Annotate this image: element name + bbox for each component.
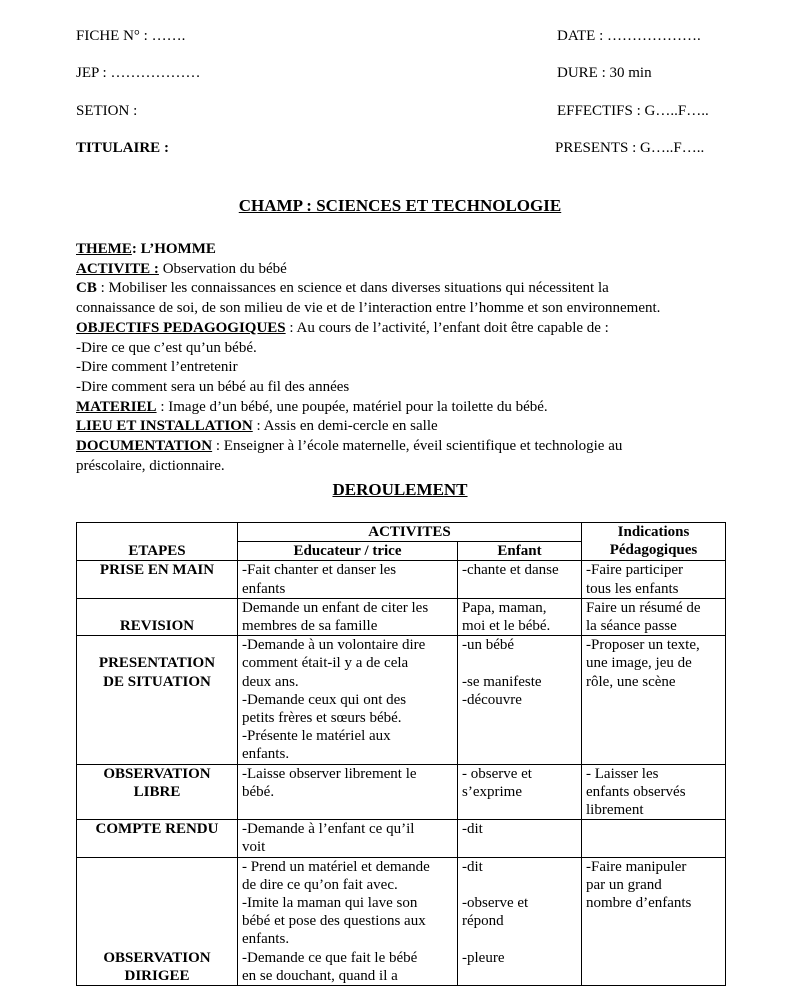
educateur-cell-line: bébé. xyxy=(242,783,275,800)
indications-cell xyxy=(582,764,726,820)
enfant-cell-line: -découvre xyxy=(462,691,522,708)
objectif-item: -Dire comment sera un bébé au fil des années xyxy=(76,378,350,395)
materiel-line xyxy=(76,398,726,418)
educateur-cell xyxy=(238,561,458,598)
lieu-value: : Assis en demi-cercle en salle xyxy=(252,418,438,435)
educateur-cell-line: -Laisse observer librement le xyxy=(242,765,417,782)
cb-text-1: : Mobiliser les connaissances en science et dans diverses situations qui nécessitent la xyxy=(96,280,609,297)
indications-cell xyxy=(582,636,726,764)
cb-line-2: connaissance de soi, de son milieu de vie et de l’interaction entre l’homme et son environnement. xyxy=(76,300,661,317)
cell-spacer xyxy=(81,876,233,894)
etape-cell-line: LIBRE xyxy=(133,783,181,800)
indications-cell xyxy=(582,561,726,598)
theme-value: : L’HOMME xyxy=(131,241,216,257)
educateur-cell xyxy=(238,857,458,985)
etapes-header: ETAPES xyxy=(77,523,238,561)
table-header-row xyxy=(77,523,726,542)
activites-header: ACTIVITES xyxy=(238,523,582,542)
enfant-cell-line xyxy=(462,654,577,672)
indications-cell xyxy=(582,820,726,857)
documentation-line-1 xyxy=(76,437,726,457)
educateur-cell xyxy=(238,764,458,820)
enfant-cell-line: s’exprime xyxy=(462,783,522,800)
cell-spacer xyxy=(81,599,233,617)
cb-line-1 xyxy=(76,279,726,299)
indications-cell-line: -Faire participer xyxy=(586,562,684,579)
educateur-cell-line: Demande un enfant de citer les xyxy=(242,599,429,616)
etape-cell-line: DE SITUATION xyxy=(103,673,211,690)
champ-title: CHAMP : SCIENCES ET TECHNOLOGIE xyxy=(238,196,562,215)
indications-cell-line: Faire un résumé de xyxy=(586,599,701,616)
etape-cell xyxy=(77,636,238,764)
documentation-label: DOCUMENTATION xyxy=(76,438,213,455)
activite-value: Observation du bébé xyxy=(158,260,287,277)
educateur-cell-line: enfants. xyxy=(242,931,290,948)
date-label: DATE : ………………. xyxy=(557,28,701,44)
enfant-header: Enfant xyxy=(458,542,582,561)
table-row xyxy=(77,857,726,985)
indications-header xyxy=(582,523,726,561)
duree-label: DURE : 30 min xyxy=(557,65,652,81)
indications-cell-line: - Laisser les xyxy=(586,765,659,782)
cell-spacer xyxy=(81,636,233,654)
indications-cell-line: tous les enfants xyxy=(586,580,679,597)
etape-cell-line: PRESENTATION xyxy=(98,655,216,672)
educateur-cell-line: deux ans. xyxy=(242,673,299,690)
activite-label: ACTIVITE : xyxy=(76,260,159,277)
indications-cell-line: une image, jeu de xyxy=(586,655,692,672)
educateur-cell-line: enfants xyxy=(242,580,286,597)
objectif-item: -Dire ce que c’est qu’un bébé. xyxy=(76,339,257,356)
educateur-cell xyxy=(238,636,458,764)
enfant-cell-line: -dit xyxy=(462,858,483,875)
enfant-cell-line: -observe et xyxy=(462,895,529,912)
lesson-plan-table xyxy=(76,522,726,986)
educateur-cell-line: -Imite la maman qui lave son xyxy=(242,895,418,912)
enfant-cell xyxy=(458,598,582,635)
lieu-line xyxy=(76,417,726,437)
enfant-cell-line: Papa, maman, xyxy=(462,599,547,616)
indications-cell xyxy=(582,857,726,985)
etape-cell-line: REVISION xyxy=(119,618,195,634)
enfant-cell xyxy=(458,636,582,764)
enfant-cell-line xyxy=(462,876,577,894)
titulaire-label: TITULAIRE : xyxy=(76,140,169,156)
table-row xyxy=(77,636,726,764)
cell-spacer xyxy=(81,912,233,930)
cell-spacer xyxy=(81,894,233,912)
enfant-cell-line: répond xyxy=(462,913,504,930)
objectifs-label: OBJECTIFS PEDAGOGIQUES xyxy=(76,319,286,336)
etape-cell xyxy=(77,857,238,985)
materiel-label: MATERIEL xyxy=(76,398,157,415)
table-row xyxy=(77,764,726,820)
educateur-cell-line: - Prend un matériel et demande xyxy=(242,858,430,875)
table-row xyxy=(77,598,726,635)
effectifs-label: EFFECTIFS : G…..F….. xyxy=(557,103,709,119)
deroulement-title: DEROULEMENT xyxy=(332,480,468,499)
enfant-cell xyxy=(458,820,582,857)
section-label: SETION : xyxy=(76,103,138,119)
indications-cell xyxy=(582,598,726,635)
indications-header-line: Indications xyxy=(617,524,690,540)
activite-line xyxy=(76,260,726,280)
theme-label: THEME xyxy=(76,241,132,257)
cell-spacer xyxy=(81,930,233,948)
etape-cell-line: OBSERVATION xyxy=(103,949,211,966)
cell-spacer xyxy=(81,858,233,876)
enfant-cell-line: -pleure xyxy=(462,949,505,966)
enfant-cell-line: -se manifeste xyxy=(462,673,542,690)
educateur-cell-line: comment était-il y a de cela xyxy=(242,655,409,672)
educateur-cell-line: -Demande à un volontaire dire xyxy=(242,637,426,654)
table-row xyxy=(77,561,726,598)
etape-cell xyxy=(77,561,238,598)
theme-line xyxy=(76,240,726,260)
fiche-label: FICHE N° : ……. xyxy=(76,28,186,44)
lieu-label: LIEU ET INSTALLATION xyxy=(76,418,253,435)
indications-cell-line: librement xyxy=(586,802,644,819)
objectif-item: -Dire comment l’entretenir xyxy=(76,359,238,376)
educateur-cell-line: petits frères et sœurs bébé. xyxy=(242,710,402,727)
enfant-cell xyxy=(458,561,582,598)
documentation-text-1: : Enseigner à l’école maternelle, éveil scientifique et technologie au xyxy=(212,438,623,455)
enfant-cell xyxy=(458,764,582,820)
educateur-cell-line: bébé et pose des questions aux xyxy=(242,913,426,930)
enfant-cell xyxy=(458,857,582,985)
etape-cell-line: COMPTE RENDU xyxy=(95,821,219,838)
enfant-cell-line: -chante et danse xyxy=(462,562,559,579)
indications-cell-line: la séance passe xyxy=(586,618,677,635)
indications-header-line: Pédagogiques xyxy=(609,542,698,559)
educateur-cell-line: -Demande à l’enfant ce qu’il xyxy=(242,821,415,838)
etape-cell-line: OBSERVATION xyxy=(103,765,211,782)
educateur-cell-line: en se douchant, quand il a xyxy=(242,967,398,984)
educateur-cell-line: -Demande ce que fait le bébé xyxy=(242,949,418,966)
lesson-details xyxy=(76,240,726,476)
materiel-value: : Image d’un bébé, une poupée, matériel pour la toilette du bébé. xyxy=(156,398,548,415)
educateur-cell-line: -Présente le matériel aux xyxy=(242,728,391,745)
enfant-cell-line: -dit xyxy=(462,821,483,838)
educateur-cell xyxy=(238,820,458,857)
educateur-header: Educateur / trice xyxy=(238,542,458,561)
presents-label: PRESENTS : G…..F….. xyxy=(555,140,705,156)
educateur-cell-line: enfants. xyxy=(242,746,290,763)
etape-cell-line: DIRIGEE xyxy=(124,967,190,984)
educateur-cell-line: de dire ce qu’on fait avec. xyxy=(242,876,398,893)
enfant-cell-line: -un bébé xyxy=(462,637,515,654)
enfant-cell-line: moi et le bébé. xyxy=(462,618,551,635)
indications-cell-line: nombre d’enfants xyxy=(586,895,692,912)
etape-cell xyxy=(77,820,238,857)
educateur-cell-line: voit xyxy=(242,839,266,856)
enfant-cell-line xyxy=(462,930,577,948)
indications-cell-line: par un grand xyxy=(586,876,662,893)
jep-label: JEP : ……………… xyxy=(76,65,201,81)
objectifs-intro: : Au cours de l’activité, l’enfant doit être capable de : xyxy=(285,319,609,336)
educateur-cell xyxy=(238,598,458,635)
educateur-cell-line: -Fait chanter et danser les xyxy=(242,562,397,579)
indications-cell-line: rôle, une scène xyxy=(586,673,676,690)
table-row xyxy=(77,820,726,857)
cb-label: CB xyxy=(76,280,97,297)
indications-cell-line: enfants observés xyxy=(586,783,686,800)
indications-cell-line: -Proposer un texte, xyxy=(586,637,700,654)
documentation-line-2: préscolaire, dictionnaire. xyxy=(76,457,225,474)
educateur-cell-line: -Demande ceux qui ont des xyxy=(242,691,407,708)
indications-cell-line: -Faire manipuler xyxy=(586,858,687,875)
objectifs-line xyxy=(76,319,726,339)
etape-cell xyxy=(77,598,238,635)
educateur-cell-line: membres de sa famille xyxy=(242,618,378,635)
enfant-cell-line: - observe et xyxy=(462,765,532,782)
etape-cell-line: PRISE EN MAIN xyxy=(99,562,215,579)
etape-cell xyxy=(77,764,238,820)
